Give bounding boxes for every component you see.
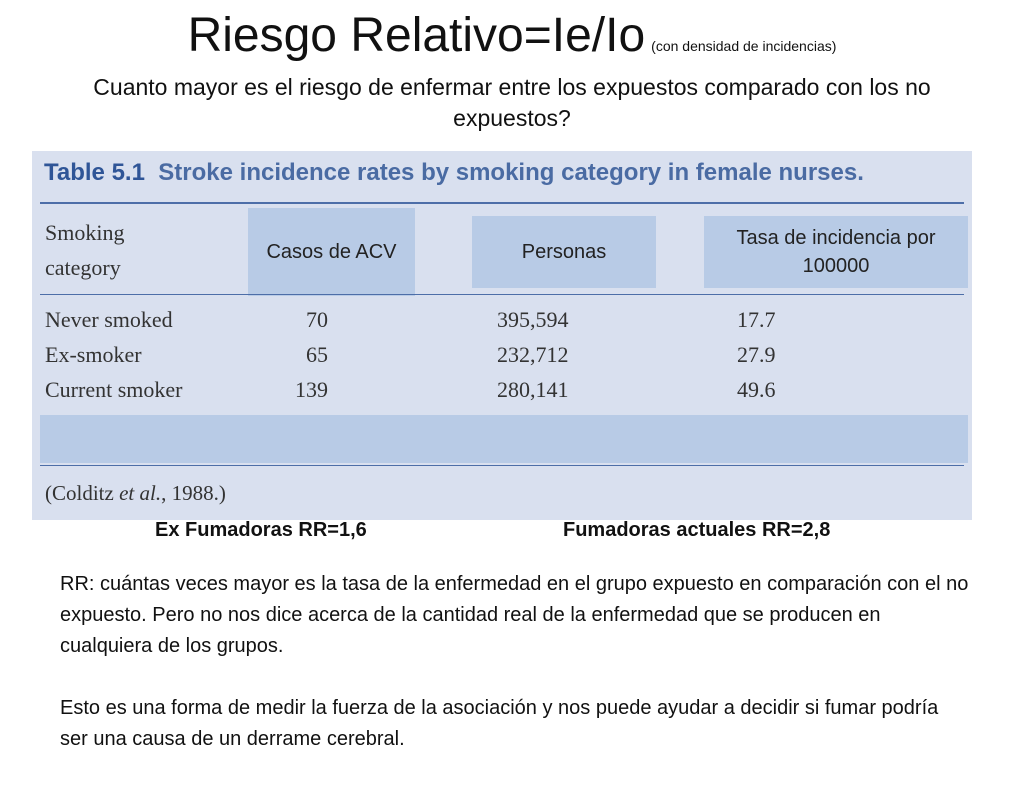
title-note: (con densidad de incidencias) <box>651 38 837 54</box>
cell-rate: 49.6 <box>737 377 776 402</box>
cell-cases: 70 <box>306 307 328 332</box>
header-casos-de-acv: Casos de ACV <box>248 208 415 296</box>
column-header-category <box>45 215 124 285</box>
slide-title <box>0 8 1024 63</box>
table-label: Table 5.1 <box>44 159 145 186</box>
cell-cases: 65 <box>306 342 328 367</box>
rr-current-smokers: Fumadoras actuales RR=2,8 <box>563 519 831 541</box>
table-row <box>32 375 972 410</box>
cell-rate: 17.7 <box>737 307 776 332</box>
cell-category: Never smoked <box>45 307 173 332</box>
header-tasa-incidencia: Tasa de incidencia por 100000 <box>704 216 968 288</box>
citation-em: et al. <box>119 481 162 505</box>
slide-subtitle: Cuanto mayor es el riesgo de enfermar entre los expuestos comparado con los no expuestos? <box>93 74 931 131</box>
table-caption <box>44 159 864 187</box>
explanation-paragraph-1: RR: cuántas veces mayor es la tasa de la enfermedad en el grupo expuesto en comparación con el no expuesto. Pero no nos dice acerca de la cantidad real de la enfermedad que se producen en cualquiera de los grupos. <box>60 573 969 657</box>
table-bottom-rule <box>40 465 964 466</box>
table-top-rule <box>40 202 964 204</box>
table-row <box>32 305 972 340</box>
table-row <box>32 340 972 375</box>
cell-persons: 395,594 <box>497 307 569 332</box>
cell-rate: 27.9 <box>737 342 776 367</box>
citation-pre: (Colditz <box>45 481 120 505</box>
table-body <box>32 305 972 410</box>
table-citation <box>45 481 226 506</box>
title-main: Riesgo Relativo=Ie/Io <box>187 9 646 62</box>
citation-post: , 1988.) <box>161 481 226 505</box>
column-header-line1: Smoking <box>45 220 125 245</box>
incidence-table <box>32 151 972 520</box>
cell-persons: 280,141 <box>497 377 569 402</box>
cell-category: Ex-smoker <box>45 342 142 367</box>
highlight-band <box>40 415 968 463</box>
table-caption-text: Stroke incidence rates by smoking category in female nurses. <box>158 159 864 186</box>
cell-cases: 139 <box>295 377 328 402</box>
explanation-text <box>60 569 970 786</box>
header-personas: Personas <box>472 216 656 288</box>
rr-ex-smokers: Ex Fumadoras RR=1,6 <box>155 519 367 541</box>
cell-persons: 232,712 <box>497 342 569 367</box>
cell-category: Current smoker <box>45 377 183 402</box>
table-header-rule <box>40 294 964 295</box>
column-header-line2: category <box>45 255 121 280</box>
explanation-paragraph-2: Esto es una forma de medir la fuerza de la asociación y nos puede ayudar a decidir si fumar podría ser una causa de un derrame cerebral. <box>60 697 939 750</box>
